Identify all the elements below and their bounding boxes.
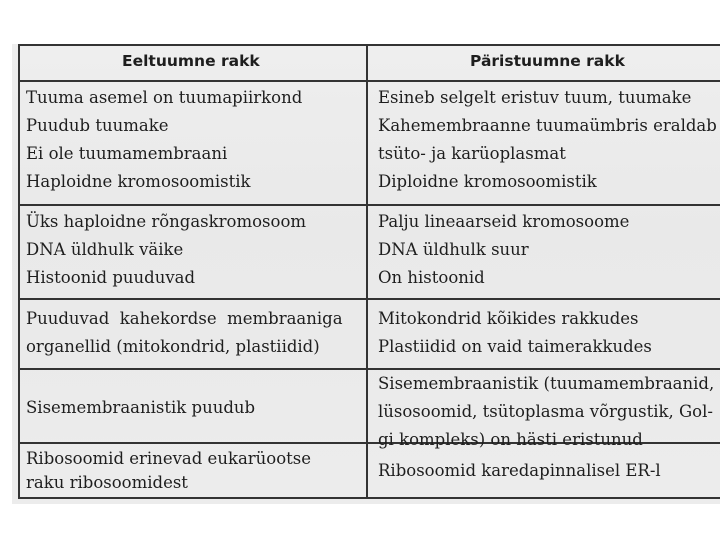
rule-top [18, 44, 720, 46]
row-5-prokaryote-line-1: Ribosoomid erinevad eukarüootse [26, 449, 312, 468]
header-eukaryote: Päristuumne rakk [470, 52, 625, 70]
rule-left [18, 44, 20, 499]
row-4-eukaryote [378, 370, 714, 454]
row-4-eukaryote-line-1: Sisemembraanistik (tuumamembraanid, [378, 374, 715, 393]
comparison-table [18, 44, 720, 499]
row-2-eukaryote-line-3: On histoonid [378, 268, 485, 287]
row-3-eukaryote-line-2: Plastiidid on vaid taimerakkudes [378, 337, 652, 356]
row-3-eukaryote [378, 305, 652, 361]
rule-row-1-bottom [18, 204, 720, 206]
row-1-prokaryote-line-1: Tuuma asemel on tuumapiirkond [26, 88, 303, 107]
row-1-eukaryote [378, 84, 717, 196]
row-3-prokaryote [26, 305, 343, 361]
row-3-eukaryote-line-1: Mitokondrid kõikides rakkudes [378, 309, 639, 328]
row-2-prokaryote [26, 208, 306, 292]
rule-bottom [18, 497, 720, 499]
row-4-eukaryote-line-2: lüsosoomid, tsütoplasma võrgustik, Gol- [378, 402, 713, 421]
row-1-eukaryote-line-2: Kahemembraanne tuumaümbris eraldab [378, 116, 717, 135]
row-1-eukaryote-line-4: Diploidne kromosoomistik [378, 172, 597, 191]
header-prokaryote: Eeltuumne rakk [122, 52, 260, 70]
rule-row-2-bottom [18, 298, 720, 300]
row-3-prokaryote-line-1: Puuduvad kahekordse membraaniga [26, 309, 343, 328]
row-5-prokaryote-line-2: raku ribosoomidest [26, 473, 188, 492]
row-1-prokaryote [26, 84, 302, 196]
row-2-prokaryote-line-3: Histoonid puuduvad [26, 268, 196, 287]
rule-middle [366, 44, 368, 499]
row-1-prokaryote-line-4: Haploidne kromosoomistik [26, 172, 251, 191]
row-3-prokaryote-line-2: organellid (mitokondrid, plastiidid) [26, 337, 320, 356]
rule-header-bottom [18, 80, 720, 82]
row-1-eukaryote-line-3: tsüto- ja karüoplasmat [378, 144, 566, 163]
row-2-prokaryote-line-2: DNA üldhulk väike [26, 240, 184, 259]
row-4-eukaryote-line-3: gi kompleks) on hästi eristunud [378, 430, 643, 449]
row-2-prokaryote-line-1: Üks haploidne rõngaskromosoom [26, 212, 307, 231]
row-4-prokaryote-line-1: Sisemembraanistik puudub [26, 398, 256, 417]
row-5-prokaryote [26, 447, 311, 495]
row-5-eukaryote-line-1: Ribosoomid karedapinnalisel ER-l [378, 461, 661, 480]
row-2-eukaryote-line-2: DNA üldhulk suur [378, 240, 529, 259]
row-2-eukaryote-line-1: Palju lineaarseid kromosoome [378, 212, 630, 231]
row-1-prokaryote-line-2: Puudub tuumake [26, 116, 169, 135]
row-4-prokaryote [26, 394, 255, 422]
row-2-eukaryote [378, 208, 629, 292]
row-1-eukaryote-line-1: Esineb selgelt eristuv tuum, tuumake [378, 88, 692, 107]
row-1-prokaryote-line-3: Ei ole tuumamembraani [26, 144, 228, 163]
row-5-eukaryote [378, 457, 661, 485]
